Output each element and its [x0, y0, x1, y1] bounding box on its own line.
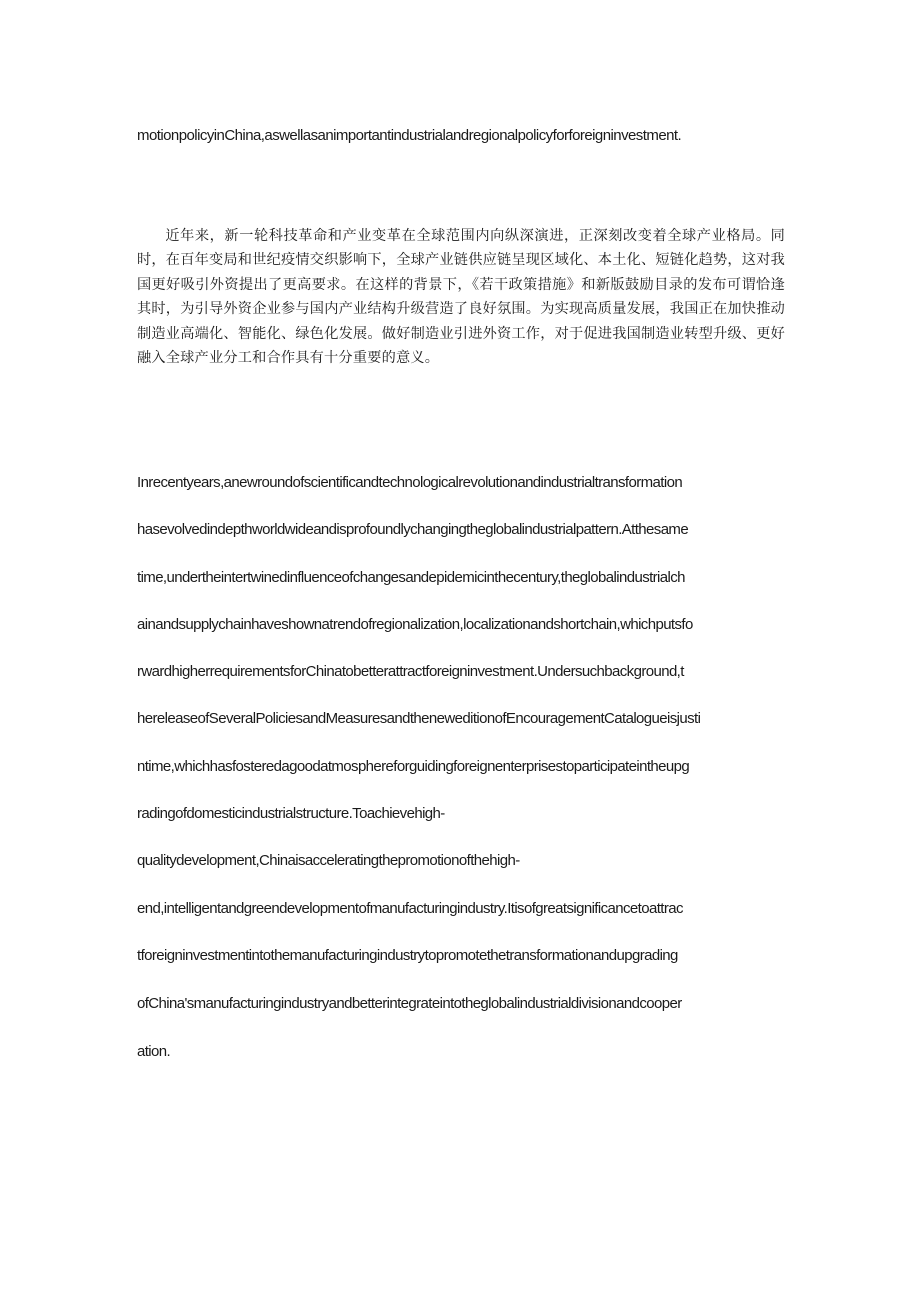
english-text-line: ation.: [137, 1043, 171, 1060]
english-text-line: hasevolvedindepthworldwideandisprofoundlychangingtheglobalindustrialpattern.Atthesame: [137, 521, 689, 538]
english-text-line: radingofdomesticindustrialstructure.Toachievehigh-: [137, 805, 445, 822]
english-text-line: time,undertheintertwinedinfluenceofchangesandepidemicinthecentury,theglobalindustrialch: [137, 569, 685, 586]
english-text-line: tforeigninvestmentintothemanufacturingindustrytopromotethetransformationandupgrading: [137, 947, 678, 964]
english-text-line: ntime,whichhasfosteredagoodatmosphereforguidingforeignenterprisestoparticipateintheupg: [137, 758, 690, 775]
chinese-paragraph: 近年来，新一轮科技革命和产业变革在全球范围内向纵深演进，正深刻改变着全球产业格局。同时，在百年变局和世纪疫情交织影响下，全球产业链供应链呈现区域化、本土化、短链化趋势，这对我国更好吸引外资提出了更高要求。在这样的背景下，《若干政策措施》和新版鼓励目录的发布可谓恰逢其时，为引导外资企业参与国内产业结构升级营造了良好氛围。为实现高质量发展，我国正在加快推动制造业高端化、智能化、绿色化发展。做好制造业引进外资工作，对于促进我国制造业转型升级、更好融入全球产业分工和合作具有十分重要的意义。: [137, 228, 785, 367]
english-text-line: ainandsupplychainhaveshownatrendofregionalization,localizationandshortchain,whichputsfo: [137, 616, 693, 633]
english-text-line: Inrecentyears,anewroundofscientificandtechnologicalrevolutionandindustrialtransformation: [137, 474, 683, 491]
english-text-line: qualitydevelopment,Chinaisacceleratingthepromotionofthehigh-: [137, 852, 520, 869]
english-text-line: end,intelligentandgreendevelopmentofmanufacturingindustry.Itisofgreatsignificancetoattrac: [137, 900, 683, 917]
english-text-line: rwardhigherrequirementsforChinatobetterattractforeigninvestment.Undersuchbackground,t: [137, 663, 684, 680]
english-text-line-top: motionpolicyinChina,aswellasanimportantindustrialandregionalpolicyforforeigninvestment.: [137, 127, 682, 144]
english-text-line: ofChina'smanufacturingindustryandbetterintegrateintotheglobalindustrialdivisionandcooper: [137, 995, 682, 1012]
english-text-line: hereleaseofSeveralPoliciesandMeasuresandtheneweditionofEncouragementCatalogueisjusti: [137, 710, 701, 727]
